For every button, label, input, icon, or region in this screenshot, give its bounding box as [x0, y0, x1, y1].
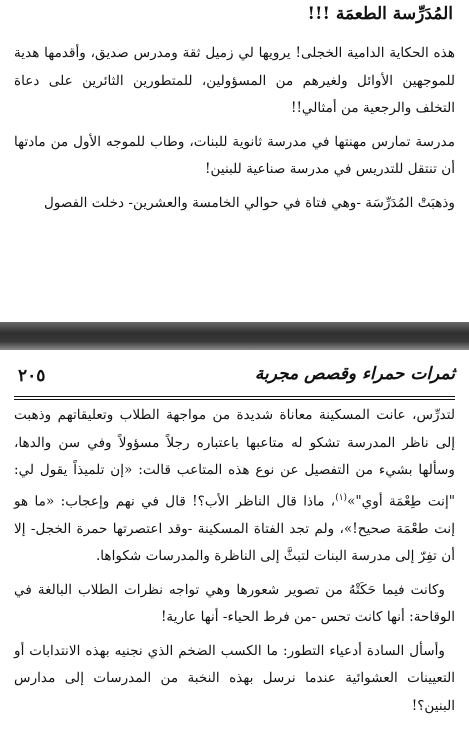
- paragraph: هذه الحكاية الدامية الخجلى! يرويها لي زميل ثقة ومدرس صديق، وأقدمها هدية للموجهين الأوائل ولغيرهم من المسؤولين، للمتطورين الثائرين على دعاة التخلف والرجعية من أمثالي!!: [14, 45, 455, 116]
- footnote-marker: (١): [335, 492, 348, 503]
- page-number: ٢٠٥: [18, 366, 46, 386]
- running-title: ثمرات حمراء وقصص مجربة: [254, 364, 455, 384]
- header-rule-thin: [14, 399, 455, 400]
- paragraph: مدرسة تمارس مهنتها في مدرسة ثانوية للبنات، وطاب للموجه الأول من مادتها أن تنتقل للتدريس في مدرسة صناعية للبنين!: [14, 133, 455, 177]
- paragraph-text: لتدرِّس، عانت المسكينة معاناة شديدة من مواجهة الطلاب وتعليقاتهم وذهبت إلى ناظر المدرسة تشكو له متاعبها باعتباره رجلاً مسؤولاً وفي سن والدها، وسألها بشيء من التفصيل عن نوع هذه المتاعب قالت: «إن تلميذاً يقول لي: "إنت طِعْمَة أوي"»: [14, 407, 455, 510]
- paragraph: وأسأل السادة أدعياء التطور: ما الكسب الضخم الذي نجنيه بهذه الانتدابات أو التعيينات العشوائية عندما نرسل بهذه النخبة من المدرسات إلى مدارس البنين؟!: [14, 642, 455, 714]
- paragraph: وكانت فيما حَكَتْهُ من تصوير شعورها وهي تواجه نظرات الطلاب البالغة في الوقاحة: أنها كانت تحس -من فرط الحياء- أنها عارية!: [14, 581, 455, 626]
- paragraph-text: ، ماذا قال الناظر الأب؟! قال في نهم وإعجاب: «ما هو إنت طعْمَة صحيح!»، ولم تجد الفتاة المسكينة -وقد اعتصرتها حمرة الخجل- إلا أن تفِرّ إلى مدرسة البنات لتبثَّ إلى الناظرة والمدرسات شكواها.: [14, 493, 455, 565]
- chapter-heading: المُدَرِّسة الطعمَة !!!: [307, 4, 453, 24]
- header-rule: [14, 396, 455, 397]
- page-gutter: [0, 322, 469, 350]
- bottom-page: [0, 350, 469, 753]
- bottom-page-body: [14, 402, 455, 726]
- running-header: [14, 364, 455, 394]
- paragraph: وذهبَتْ المُدَرِّسَة -وهي فتاة في حوالي الخامسة والعشرين- دخلت الفصول: [43, 194, 455, 211]
- top-page-body: [14, 40, 455, 223]
- paragraph: [14, 402, 455, 571]
- top-page: [0, 0, 469, 322]
